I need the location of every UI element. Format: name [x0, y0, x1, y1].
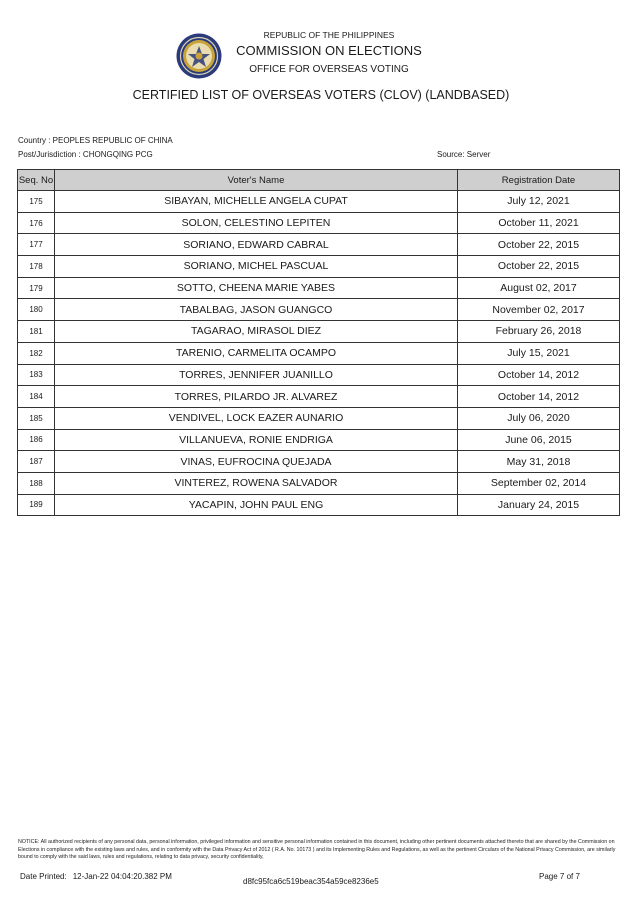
voter-name-cell: TARENIO, CARMELITA OCAMPO [55, 342, 458, 364]
voter-name-cell: SORIANO, EDWARD CABRAL [55, 234, 458, 256]
seq-no-cell: 189 [18, 494, 55, 516]
registration-date-cell: February 26, 2018 [458, 321, 620, 343]
seq-no-cell: 184 [18, 386, 55, 408]
registration-date-cell: October 11, 2021 [458, 212, 620, 234]
voter-name-cell: TABALBAG, JASON GUANGCO [55, 299, 458, 321]
document-hash: d8fc95fca6c519beac354a59ce8236e5 [243, 877, 379, 886]
registration-date-cell: November 02, 2017 [458, 299, 620, 321]
voters-table [17, 169, 620, 516]
voter-name-cell: SOLON, CELESTINO LEPITEN [55, 212, 458, 234]
date-printed-value: 12-Jan-22 04:04:20.382 PM [72, 872, 172, 881]
voter-name-cell: TAGARAO, MIRASOL DIEZ [55, 321, 458, 343]
registration-date-cell: July 12, 2021 [458, 191, 620, 213]
date-printed [20, 872, 172, 881]
privacy-notice: NOTICE: All authorized recipients of any personal data, personal information, privileged information and sensitive personal information contained in this document, including other pertinent documents attached thereto that are shared by the Commission on Elections in compliance with the existing laws and rules, and in conformity with the Data Privacy Act of 2012 ( R.A. No. 10173 ) and its Implementing Rules and Regulations, as well as the pertinent Circulars of the National Privacy Commission, are similarly bound to comply with the said laws, rules and regulations, relating to data privacy, security confidentiality, [18, 839, 616, 860]
voter-name-cell: TORRES, JENNIFER JUANILLO [55, 364, 458, 386]
voter-name-cell: SOTTO, CHEENA MARIE YABES [55, 277, 458, 299]
seq-no-cell: 188 [18, 472, 55, 494]
registration-date-cell: July 06, 2020 [458, 407, 620, 429]
seq-no-cell: 181 [18, 321, 55, 343]
registration-date-cell: October 14, 2012 [458, 364, 620, 386]
voter-name-cell: VINTEREZ, ROWENA SALVADOR [55, 472, 458, 494]
registration-date-cell: September 02, 2014 [458, 472, 620, 494]
country-label: Country : PEOPLES REPUBLIC OF CHINA [18, 136, 173, 145]
header-republic: REPUBLIC OF THE PHILIPPINES [263, 30, 395, 40]
table-row [18, 407, 620, 429]
source-label: Source: Server [437, 150, 491, 159]
table-row [18, 212, 620, 234]
registration-date-cell: July 15, 2021 [458, 342, 620, 364]
registration-date-cell: October 14, 2012 [458, 386, 620, 408]
header-office: OFFICE FOR OVERSEAS VOTING [249, 64, 409, 75]
table-header-row [18, 170, 620, 191]
seq-no-cell: 177 [18, 234, 55, 256]
table-row [18, 299, 620, 321]
date-printed-label: Date Printed: [20, 872, 67, 881]
seq-no-cell: 182 [18, 342, 55, 364]
seq-no-cell: 176 [18, 212, 55, 234]
table-row [18, 342, 620, 364]
table-row [18, 256, 620, 278]
table-row [18, 451, 620, 473]
header-voter-name: Voter's Name [55, 170, 458, 191]
seq-no-cell: 180 [18, 299, 55, 321]
registration-date-cell: October 22, 2015 [458, 256, 620, 278]
registration-date-cell: August 02, 2017 [458, 277, 620, 299]
seq-no-cell: 179 [18, 277, 55, 299]
voter-name-cell: SORIANO, MICHEL PASCUAL [55, 256, 458, 278]
seq-no-cell: 187 [18, 451, 55, 473]
table-row [18, 429, 620, 451]
header-seq-no: Seq. No [18, 170, 55, 191]
header-registration-date: Registration Date [458, 170, 620, 191]
voter-name-cell: TORRES, PILARDO JR. ALVAREZ [55, 386, 458, 408]
registration-date-cell: January 24, 2015 [458, 494, 620, 516]
voter-name-cell: YACAPIN, JOHN PAUL ENG [55, 494, 458, 516]
table-row [18, 386, 620, 408]
seq-no-cell: 178 [18, 256, 55, 278]
table-row [18, 191, 620, 213]
seq-no-cell: 183 [18, 364, 55, 386]
voter-name-cell: VILLANUEVA, RONIE ENDRIGA [55, 429, 458, 451]
voter-name-cell: VENDIVEL, LOCK EAZER AUNARIO [55, 407, 458, 429]
registration-date-cell: June 06, 2015 [458, 429, 620, 451]
document-title: CERTIFIED LIST OF OVERSEAS VOTERS (CLOV) (LANDBASED) [132, 88, 510, 102]
voter-name-cell: VINAS, EUFROCINA QUEJADA [55, 451, 458, 473]
seq-no-cell: 186 [18, 429, 55, 451]
seq-no-cell: 185 [18, 407, 55, 429]
post-jurisdiction-label: Post/Jurisdiction : CHONGQING PCG [18, 150, 153, 159]
registration-date-cell: October 22, 2015 [458, 234, 620, 256]
registration-date-cell: May 31, 2018 [458, 451, 620, 473]
voter-name-cell: SIBAYAN, MICHELLE ANGELA CUPAT [55, 191, 458, 213]
page-number: Page 7 of 7 [539, 872, 580, 881]
table-row [18, 494, 620, 516]
table-row [18, 472, 620, 494]
seq-no-cell: 175 [18, 191, 55, 213]
table-row [18, 234, 620, 256]
table-row [18, 277, 620, 299]
header-commission: COMMISSION ON ELECTIONS [236, 43, 422, 58]
table-row [18, 321, 620, 343]
table-row [18, 364, 620, 386]
